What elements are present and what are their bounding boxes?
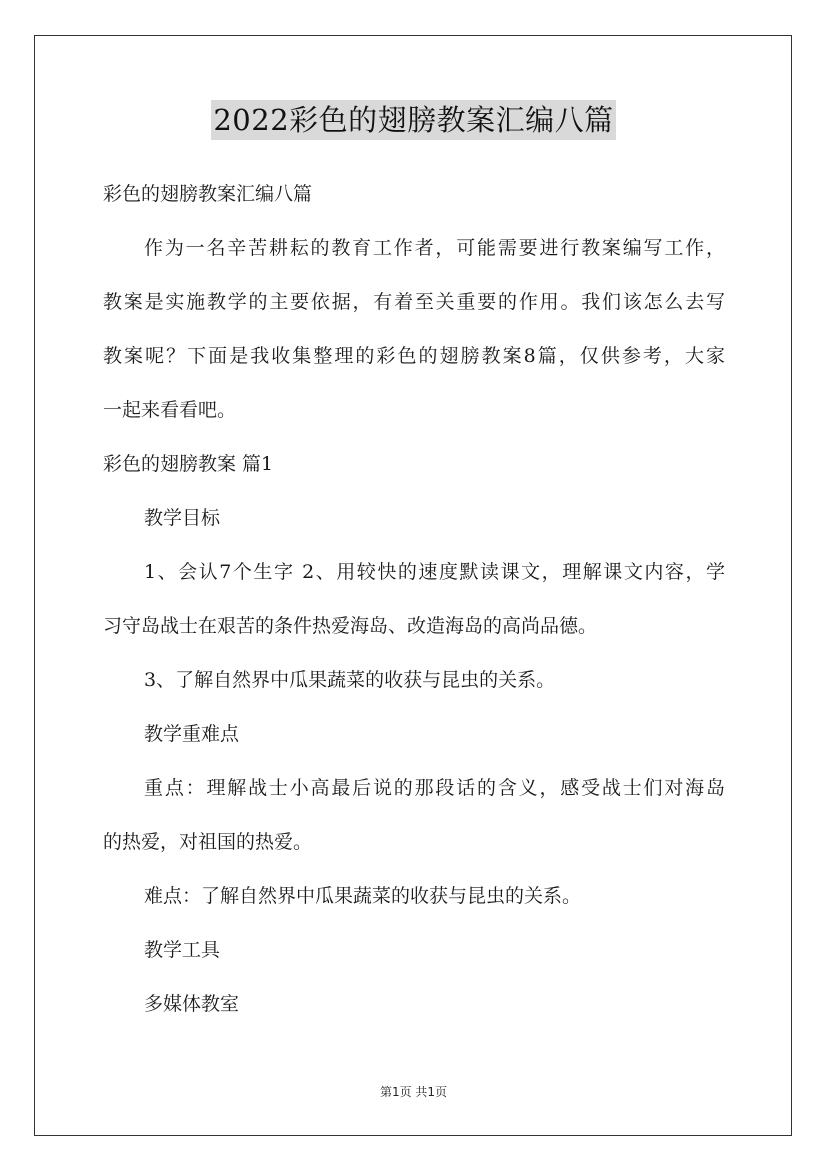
intro-line-1: 作为一名辛苦耕耘的教育工作者，可能需要进行教案编写工作， (144, 237, 725, 259)
intro-line-3: 教案呢？下面是我收集整理的彩色的翅膀教案8篇，仅供参考，大家 (103, 345, 725, 367)
key-points-heading: 教学重难点 (144, 723, 240, 745)
goal-line-3: 3、了解自然界中瓜果蔬菜的收获与昆虫的关系。 (144, 669, 556, 691)
page-footer: 第1页 共1页 (379, 1085, 448, 1099)
key-point-line-1: 重点：理解战士小高最后说的那段话的含义，感受战士们对海岛 (144, 777, 725, 799)
teaching-goals-heading: 教学目标 (144, 507, 221, 529)
key-point-line-2: 的热爱，对祖国的热爱。 (103, 831, 313, 853)
tools-heading: 教学工具 (144, 939, 221, 961)
document-title: 2022彩色的翅膀教案汇编八篇 (211, 100, 615, 140)
section-heading: 彩色的翅膀教案 篇1 (103, 453, 274, 475)
tools-item: 多媒体教室 (144, 993, 240, 1015)
intro-line-2: 教案是实施教学的主要依据，有着至关重要的作用。我们该怎么去写 (103, 291, 725, 313)
intro-line-4: 一起来看看吧。 (103, 399, 237, 421)
document-subtitle: 彩色的翅膀教案汇编八篇 (103, 183, 313, 205)
difficulty-line: 难点：了解自然界中瓜果蔬菜的收获与昆虫的关系。 (144, 885, 582, 907)
goal-line-2: 习守岛战士在艰苦的条件热爱海岛、改造海岛的高尚品德。 (103, 615, 598, 637)
goal-line-1: 1、会认7个生字 2、用较快的速度默读课文，理解课文内容，学 (144, 561, 725, 583)
title-container (0, 100, 827, 140)
